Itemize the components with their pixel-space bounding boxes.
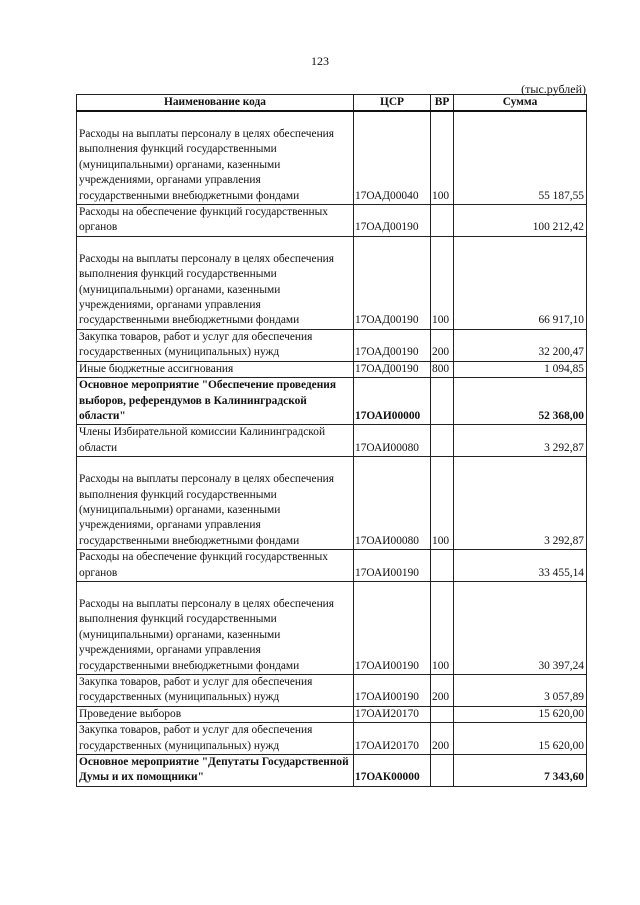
cell-csr: 17ОАД00190 [354,329,431,361]
cell-name: Расходы на выплаты персоналу в целях обеспечения выполнения функций государственными (муниципальными) органами, казенными учреждениями, органами управления государственными внебюджетными фондами [77,581,354,674]
cell-sum: 32 200,47 [454,329,587,361]
cell-csr: 17ОАК00000 [354,755,431,787]
table-row [77,205,587,237]
table-row [77,723,587,755]
cell-vr [431,425,454,457]
cell-vr: 200 [431,723,454,755]
cell-sum: 15 620,00 [454,706,587,722]
cell-vr [431,706,454,722]
cell-name: Расходы на обеспечение функций государственных органов [77,550,354,582]
header-name: Наименование кода [77,95,354,112]
cell-name: Закупка товаров, работ и услуг для обеспечения государственных (муниципальных) нужд [77,675,354,707]
page-number: 123 [311,54,329,68]
cell-sum: 15 620,00 [454,723,587,755]
cell-sum: 30 397,24 [454,581,587,674]
cell-vr: 200 [431,675,454,707]
cell-sum: 66 917,10 [454,236,587,329]
table-row [77,755,587,787]
cell-name: Расходы на выплаты персоналу в целях обеспечения выполнения функций государственными (муниципальными) органами, казенными учреждениями, органами управления государственными внебюджетными фондами [77,457,354,550]
cell-sum: 3 292,87 [454,457,587,550]
cell-sum: 3 057,89 [454,675,587,707]
cell-sum: 3 292,87 [454,425,587,457]
cell-vr: 200 [431,329,454,361]
cell-sum: 55 187,55 [454,111,587,205]
cell-csr: 17ОАИ00190 [354,581,431,674]
cell-vr: 100 [431,236,454,329]
table-row [77,378,587,425]
cell-csr: 17ОАИ00190 [354,550,431,582]
cell-name: Члены Избирательной комиссии Калининградской области [77,425,354,457]
table-row [77,706,587,722]
cell-name: Закупка товаров, работ и услуг для обеспечения государственных (муниципальных) нужд [77,329,354,361]
table-row [77,550,587,582]
units-note: (тыс.рублей) [521,82,586,96]
cell-name: Расходы на обеспечение функций государственных органов [77,205,354,237]
table-row [77,581,587,674]
cell-name: Расходы на выплаты персоналу в целях обеспечения выполнения функций государственными (муниципальными) органами, казенными учреждениями, органами управления государственными внебюджетными фондами [77,111,354,205]
cell-csr: 17ОАД00190 [354,236,431,329]
header-sum: Сумма [454,95,587,112]
cell-name: Иные бюджетные ассигнования [77,361,354,377]
budget-table [76,94,587,787]
cell-vr: 800 [431,361,454,377]
cell-vr [431,755,454,787]
cell-vr [431,205,454,237]
cell-csr: 17ОАД00190 [354,205,431,237]
cell-vr [431,550,454,582]
table-row [77,111,587,205]
table-row [77,675,587,707]
table-row [77,425,587,457]
cell-csr: 17ОАИ20170 [354,723,431,755]
cell-csr: 17ОАИ00080 [354,425,431,457]
cell-csr: 17ОАИ00190 [354,675,431,707]
cell-sum: 100 212,42 [454,205,587,237]
table-row [77,361,587,377]
cell-csr: 17ОАИ00000 [354,378,431,425]
header-csr: ЦСР [354,95,431,112]
cell-vr: 100 [431,111,454,205]
cell-vr: 100 [431,581,454,674]
cell-sum: 7 343,60 [454,755,587,787]
table-row [77,329,587,361]
cell-sum: 33 455,14 [454,550,587,582]
cell-name: Основное мероприятие "Обеспечение проведения выборов, референдумов в Калининградской области" [77,378,354,425]
cell-name: Основное мероприятие "Депутаты Государственной Думы и их помощники" [77,755,354,787]
cell-sum: 52 368,00 [454,378,587,425]
table-body [77,111,587,786]
cell-name: Закупка товаров, работ и услуг для обеспечения государственных (муниципальных) нужд [77,723,354,755]
table-row [77,236,587,329]
table-header-row [77,95,587,112]
cell-vr: 100 [431,457,454,550]
cell-name: Расходы на выплаты персоналу в целях обеспечения выполнения функций государственными (муниципальными) органами, казенными учреждениями, органами управления государственными внебюджетными фондами [77,236,354,329]
cell-csr: 17ОАИ00080 [354,457,431,550]
header-vr: ВР [431,95,454,112]
table-row [77,457,587,550]
cell-sum: 1 094,85 [454,361,587,377]
cell-csr: 17ОАИ20170 [354,706,431,722]
cell-vr [431,378,454,425]
cell-csr: 17ОАД00190 [354,361,431,377]
cell-csr: 17ОАД00040 [354,111,431,205]
cell-name: Проведение выборов [77,706,354,722]
